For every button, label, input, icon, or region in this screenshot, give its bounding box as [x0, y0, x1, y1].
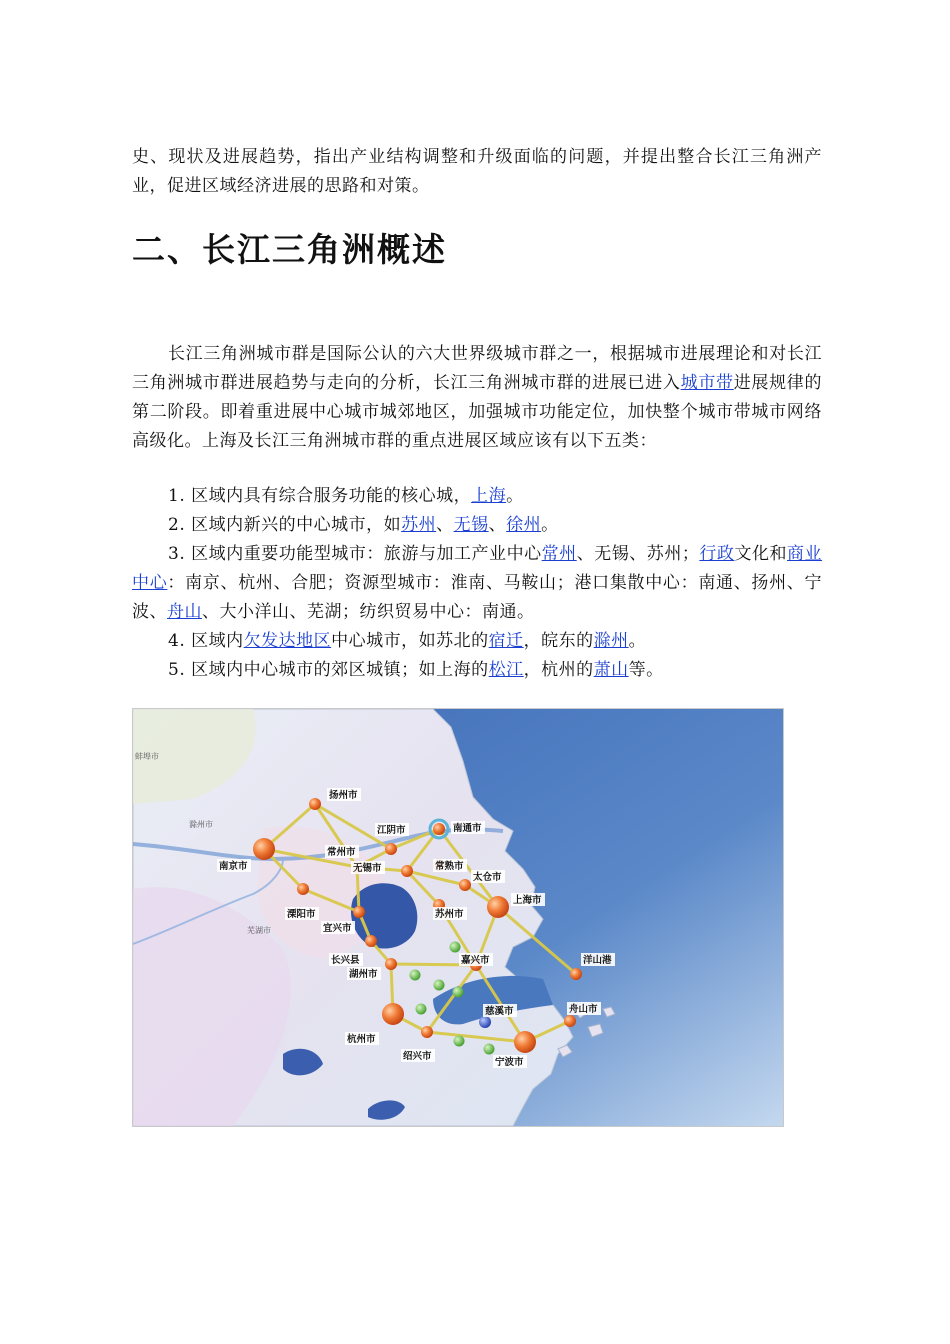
- list-text: 、无锡、苏州；: [576, 544, 700, 564]
- list-text: 3. 区域内重要功能型城市：旅游与加工产业中心: [168, 544, 542, 564]
- label-jiaxing: 嘉兴市: [461, 955, 490, 966]
- list-text: ，杭州的: [523, 660, 594, 680]
- link-chuzhou[interactable]: 滁州: [593, 631, 629, 651]
- link-commercial-center[interactable]: 商业中心: [132, 544, 823, 593]
- list-text: ，皖东的: [523, 631, 594, 651]
- list-item: [132, 627, 822, 656]
- green-node: [454, 1036, 465, 1047]
- region-list: [132, 482, 822, 685]
- label-changshu: 常熟市: [435, 861, 464, 872]
- shanghai-node: [487, 896, 509, 918]
- link-suzhou[interactable]: 苏州: [401, 515, 437, 535]
- list-text: 等。: [628, 660, 664, 680]
- list-text: 。: [628, 631, 647, 651]
- link-shanghai[interactable]: 上海: [471, 486, 507, 506]
- yangtze-delta-map: [132, 708, 784, 1127]
- green-node: [453, 987, 464, 998]
- map-label-chuzhou: 滁州市: [189, 820, 213, 829]
- list-text: 、大小洋山、芜湖；纺织贸易中心：南通。: [202, 602, 535, 622]
- link-underdeveloped-region[interactable]: 欠发达地区: [243, 631, 332, 651]
- label-liyang: 溧阳市: [287, 909, 316, 920]
- list-item: [132, 482, 822, 511]
- label-yangshan: 洋山港: [583, 955, 612, 966]
- section-heading: 二、长江三角洲概述: [132, 230, 447, 269]
- green-node: [410, 970, 421, 981]
- map-label-bengbu: 蚌埠市: [135, 752, 159, 761]
- list-text: ：南京、杭州、合肥；资源型城市：淮南、马鞍山；港口集散中心：南通、扬州、宁波、: [132, 573, 823, 622]
- intro-paragraph: 史、现状及进展趋势，指出产业结构调整和升级面临的问题，并提出整合长江三角洲产业，促进区域经济进展的思路和对策。: [132, 147, 822, 196]
- nantong-node: [433, 823, 445, 835]
- label-nanjing: 南京市: [219, 861, 248, 872]
- yangshan-node: [570, 968, 582, 980]
- label-yangzhou: 扬州市: [329, 790, 358, 801]
- list-text: 、: [436, 515, 454, 535]
- label-wuxi: 无锡市: [353, 863, 382, 874]
- label-jiangyin: 江阴市: [377, 825, 406, 836]
- list-item: [132, 656, 822, 685]
- map-label-wuhu: 芜湖市: [247, 926, 271, 935]
- wuxi-node: [401, 865, 413, 877]
- link-songjiang[interactable]: 松江: [488, 660, 524, 680]
- label-taicang: 太仓市: [473, 872, 502, 883]
- list-text: 。: [541, 515, 559, 535]
- label-yixing: 宜兴市: [323, 923, 352, 934]
- link-xuzhou[interactable]: 徐州: [506, 515, 542, 535]
- list-text: 5. 区域内中心城市的郊区城镇；如上海的: [168, 660, 489, 680]
- zhoushan-node: [564, 1015, 576, 1027]
- nanjing-node: [253, 838, 275, 860]
- link-administration[interactable]: 行政: [699, 544, 735, 564]
- label-shaoxing: 绍兴市: [403, 1051, 432, 1062]
- label-nantong: 南通市: [453, 823, 482, 834]
- list-text: 、: [488, 515, 507, 535]
- green-node: [416, 1004, 427, 1015]
- label-ningbo: 宁波市: [495, 1057, 524, 1068]
- body-text: 长江三角洲城市群是国际公认的六大世界级城市群之一，根据城市进展理论和对长江三角洲城市群进展趋势与走向的分析，长江三角洲城市群的进展已进入: [132, 344, 822, 393]
- changxing-node: [365, 935, 377, 947]
- hangzhou-node: [382, 1003, 404, 1025]
- list-text: 。: [506, 486, 524, 506]
- label-hangzhou: 杭州市: [347, 1034, 376, 1045]
- body-paragraph: [132, 340, 822, 456]
- list-item: [132, 540, 822, 627]
- green-node: [484, 1044, 495, 1055]
- label-zhoushan: 舟山市: [569, 1004, 598, 1015]
- blue-node: [479, 1016, 491, 1028]
- link-city-belt[interactable]: 城市带: [680, 373, 734, 393]
- label-suzhou: 苏州市: [435, 909, 464, 920]
- yangzhou-node: [309, 798, 321, 810]
- taicang-node: [459, 879, 471, 891]
- list-text: 文化和: [734, 544, 788, 564]
- link-changzhou[interactable]: 常州: [541, 544, 577, 564]
- label-cixi: 慈溪市: [485, 1006, 514, 1017]
- label-shanghai: 上海市: [513, 895, 542, 906]
- green-node: [434, 980, 445, 991]
- liyang-node: [297, 883, 309, 895]
- link-suqian[interactable]: 宿迁: [488, 631, 524, 651]
- label-huzhou: 湖州市: [349, 969, 378, 980]
- green-node: [450, 942, 461, 953]
- list-text: 4. 区域内: [168, 631, 244, 651]
- huzhou-node: [385, 958, 397, 970]
- body-text: 进展规律的第二阶段。即着重进展中心城市城郊地区，加强城市功能定位，加快整个城市带城市网络高级化。上海及长江三角洲城市群的重点进展区域应该有以下五类：: [132, 373, 823, 451]
- link-wuxi[interactable]: 无锡: [453, 515, 489, 535]
- label-changzhou: 常州市: [327, 847, 356, 858]
- jiangyin-node: [385, 843, 397, 855]
- list-text: 2. 区域内新兴的中心城市，如: [168, 515, 402, 535]
- label-changxing: 长兴县: [331, 955, 360, 966]
- yixing-node: [353, 906, 365, 918]
- list-text: 中心城市，如苏北的: [331, 631, 489, 651]
- list-item: [132, 511, 822, 540]
- link-xiaoshan[interactable]: 萧山: [593, 660, 629, 680]
- list-text: 1. 区域内具有综合服务功能的核心城，: [168, 486, 472, 506]
- link-zhoushan[interactable]: 舟山: [167, 602, 202, 622]
- map-graphic: [133, 709, 783, 1126]
- ningbo-node: [514, 1031, 536, 1053]
- shaoxing-node: [421, 1026, 433, 1038]
